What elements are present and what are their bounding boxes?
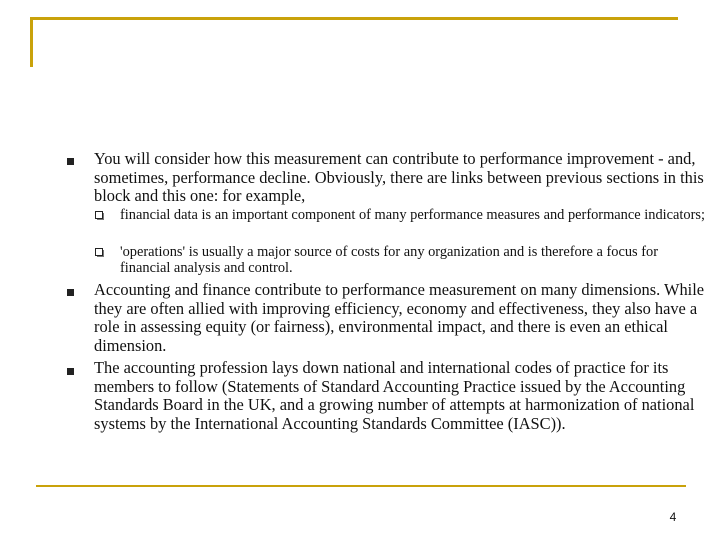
top-decorative-rule — [30, 17, 678, 20]
bullet-text: Accounting and finance contribute to performance measurement on many dimensions. While they are often allied with improving efficiency, economy and effectiveness, they also have a role in assessing equity (or fairness), environmental impact, and there is even an ethical dimension. — [94, 280, 705, 355]
bullet-text: The accounting profession lays down national and international codes of practice for its members to follow (Statements of Standard Accounting Practice issued by the Accounting Standards Board in the UK, and a growing number of attempts at harmonization of national systems by the International Accounting Standards Committee (IASC)). — [94, 358, 695, 433]
page-number: 4 — [669, 510, 677, 524]
hollow-square-bullet-icon — [95, 248, 103, 256]
left-decorative-rule — [30, 17, 33, 67]
bottom-decorative-rule — [36, 485, 686, 487]
sub-bullet-text: 'operations' is usually a major source of costs for any organization and is therefore a focus for financial analysis and control. — [120, 244, 659, 276]
bullet-text: You will consider how this measurement can contribute to performance improvement - and, sometimes, performance decline. Obviously, there are links between previous sections in this block and this one: for example, — [94, 149, 704, 205]
square-bullet-icon — [67, 158, 74, 165]
square-bullet-icon — [67, 289, 74, 296]
hollow-square-bullet-icon — [95, 211, 103, 219]
square-bullet-icon — [67, 368, 74, 375]
sub-bullet-text: financial data is an important component of many performance measures and performance indicators; — [120, 207, 705, 223]
